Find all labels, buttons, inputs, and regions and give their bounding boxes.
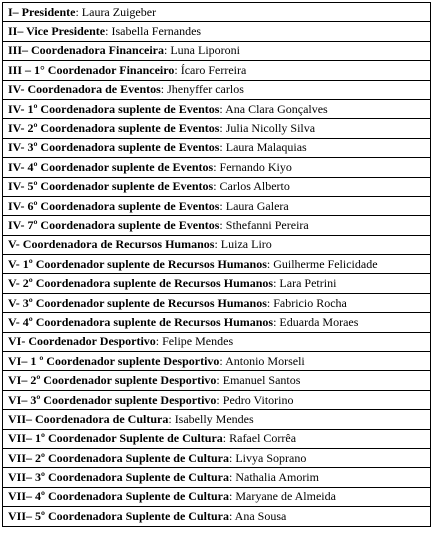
role-title: IV- 6º Coordenadora suplente de Eventos bbox=[8, 198, 220, 213]
roster-cell bbox=[3, 216, 431, 235]
table-row bbox=[3, 41, 431, 60]
roster-cell bbox=[3, 390, 431, 409]
person-name: Luna Liporoni bbox=[170, 43, 240, 58]
separator: : bbox=[219, 140, 226, 155]
role-title: V- 3º Coordenador suplente de Recursos Humanos bbox=[8, 295, 267, 310]
roster-cell bbox=[3, 293, 431, 312]
roster-cell bbox=[3, 371, 431, 390]
role-title: VI– 1 º Coordenador suplente Desportivo bbox=[8, 353, 220, 368]
roster-cell bbox=[3, 313, 431, 332]
role-title: V- 2º Coordenadora suplente de Recursos Humanos bbox=[8, 276, 274, 291]
role-title: V- 1º Coordenador suplente de Recursos Humanos bbox=[8, 256, 267, 271]
role-title: IV- 5º Coordenador suplente de Eventos bbox=[8, 179, 214, 194]
role-title: II– Vice Presidente bbox=[8, 24, 106, 39]
separator: : bbox=[105, 24, 112, 39]
separator: : bbox=[213, 159, 220, 174]
separator: : bbox=[228, 508, 235, 523]
separator: : bbox=[222, 431, 230, 446]
roster-cell bbox=[3, 274, 431, 293]
roster-cell bbox=[3, 177, 431, 196]
table-row bbox=[3, 274, 431, 293]
role-title: VII– 5º Coordenadora Suplente de Cultura bbox=[8, 508, 229, 523]
separator: : bbox=[228, 470, 236, 485]
table-row bbox=[3, 138, 431, 157]
roster-cell bbox=[3, 61, 431, 80]
separator: : bbox=[155, 334, 163, 349]
role-title: V- Coordenadora de Recursos Humanos bbox=[8, 237, 215, 252]
role-title: VI– 3º Coordenador suplente Desportivo bbox=[8, 392, 217, 407]
separator: : bbox=[75, 4, 82, 19]
separator: : bbox=[273, 276, 280, 291]
role-title: IV- 3º Coordenadora suplente de Eventos bbox=[8, 140, 220, 155]
roster-cell bbox=[3, 468, 431, 487]
role-title: III– Coordenadora Financeira bbox=[8, 43, 164, 58]
person-name: Ícaro Ferreira bbox=[180, 62, 247, 77]
role-title: VII– 4º Coordenadora Suplente de Cultura bbox=[8, 489, 229, 504]
table-row bbox=[3, 80, 431, 99]
person-name: Emanuel Santos bbox=[222, 373, 301, 388]
role-title: IV- 2º Coordenadora suplente de Eventos bbox=[8, 121, 220, 136]
separator: : bbox=[273, 314, 280, 329]
person-name: Luiza Liro bbox=[220, 237, 272, 252]
person-name: Laura Zuigeber bbox=[81, 4, 157, 19]
table-row bbox=[3, 507, 431, 526]
table-row bbox=[3, 429, 431, 448]
role-title: VII– 2º Coordenadora Suplente de Cultura bbox=[8, 450, 229, 465]
person-name: Fabricio Rocha bbox=[273, 295, 347, 310]
role-title: IV- 1º Coordenadora suplente de Eventos bbox=[8, 101, 220, 116]
table-row bbox=[3, 410, 431, 429]
role-title: VII– 1º Coordenador Suplente de Cultura bbox=[8, 431, 223, 446]
role-title: I– Presidente bbox=[8, 4, 76, 19]
table-row bbox=[3, 177, 431, 196]
table-row bbox=[3, 468, 431, 487]
table-row bbox=[3, 293, 431, 312]
roster-cell bbox=[3, 138, 431, 157]
role-title: IV- 4º Coordenador suplente de Eventos bbox=[8, 159, 214, 174]
roster-cell bbox=[3, 196, 431, 215]
person-name: Eduarda Moraes bbox=[279, 314, 359, 329]
table-row bbox=[3, 119, 431, 138]
person-name: Isabelly Mendes bbox=[174, 411, 254, 426]
roster-cell bbox=[3, 429, 431, 448]
person-name: Livya Soprano bbox=[235, 450, 307, 465]
table-row bbox=[3, 255, 431, 274]
role-title: VII– 3º Coordenadora Suplente de Cultura bbox=[8, 470, 229, 485]
role-title: VII– Coordenadora de Cultura bbox=[8, 411, 169, 426]
separator: : bbox=[266, 295, 274, 310]
separator: : bbox=[160, 82, 168, 97]
person-name: Pedro Vitorino bbox=[222, 392, 294, 407]
table-row bbox=[3, 3, 431, 22]
roster-cell bbox=[3, 80, 431, 99]
separator: : bbox=[168, 411, 175, 426]
person-name: Julia Nicolly Silva bbox=[225, 121, 316, 136]
person-name: Carlos Alberto bbox=[219, 179, 290, 194]
role-title: V- 4º Coordenadora suplente de Recursos Humanos bbox=[8, 314, 274, 329]
role-title: III – 1° Coordenador Financeiro bbox=[8, 62, 175, 77]
table-row bbox=[3, 352, 431, 371]
person-name: Guilherme Felicidade bbox=[273, 256, 378, 271]
roster-cell bbox=[3, 3, 431, 22]
roster-cell bbox=[3, 158, 431, 177]
person-name: Nathalia Amorim bbox=[235, 470, 319, 485]
table-row bbox=[3, 158, 431, 177]
roster-cell bbox=[3, 119, 431, 138]
person-name: Ana Sousa bbox=[234, 508, 287, 523]
roster-cell bbox=[3, 99, 431, 118]
person-name: Fernando Kiyo bbox=[219, 159, 292, 174]
roster-cell bbox=[3, 352, 431, 371]
separator: : bbox=[214, 237, 221, 252]
person-name: Laura Galera bbox=[225, 198, 289, 213]
person-name: Maryane de Almeida bbox=[235, 489, 336, 504]
role-title: IV- 7º Coordenadora suplente de Eventos bbox=[8, 217, 220, 232]
person-name: Sthefanni Pereira bbox=[225, 217, 309, 232]
separator: : bbox=[216, 392, 223, 407]
table-row bbox=[3, 61, 431, 80]
roster-cell bbox=[3, 448, 431, 467]
person-name: Laura Malaquias bbox=[225, 140, 307, 155]
table-row bbox=[3, 371, 431, 390]
separator: : bbox=[219, 217, 226, 232]
roster-cell bbox=[3, 22, 431, 41]
table-row bbox=[3, 390, 431, 409]
role-title: VI– 2º Coordenador suplente Desportivo bbox=[8, 373, 217, 388]
separator: : bbox=[219, 101, 226, 116]
separator: : bbox=[164, 43, 171, 58]
person-name: Jhenyffer carlos bbox=[167, 82, 244, 97]
table-row bbox=[3, 487, 431, 506]
table-row bbox=[3, 196, 431, 215]
person-name: Lara Petrini bbox=[279, 276, 337, 291]
roster-cell bbox=[3, 410, 431, 429]
separator: : bbox=[216, 373, 223, 388]
separator: : bbox=[219, 121, 226, 136]
separator: : bbox=[219, 353, 226, 368]
roster-cell bbox=[3, 487, 431, 506]
roster-body bbox=[3, 3, 431, 527]
roster-cell bbox=[3, 507, 431, 526]
roster-cell bbox=[3, 332, 431, 351]
separator: : bbox=[219, 198, 226, 213]
table-row bbox=[3, 22, 431, 41]
table-row bbox=[3, 235, 431, 254]
table-row bbox=[3, 332, 431, 351]
person-name: Felipe Mendes bbox=[162, 334, 234, 349]
table-row bbox=[3, 216, 431, 235]
role-title: IV- Coordenadora de Eventos bbox=[8, 82, 161, 97]
person-name: Ana Clara Gonçalves bbox=[225, 101, 328, 116]
separator: : bbox=[213, 179, 220, 194]
separator: : bbox=[266, 256, 274, 271]
person-name: Rafael Corrêa bbox=[229, 431, 297, 446]
table-row bbox=[3, 99, 431, 118]
separator: : bbox=[174, 62, 181, 77]
table-row bbox=[3, 448, 431, 467]
separator: : bbox=[228, 489, 236, 504]
roster-table bbox=[2, 2, 431, 527]
separator: : bbox=[228, 450, 236, 465]
roster-cell bbox=[3, 41, 431, 60]
roster-cell bbox=[3, 255, 431, 274]
role-title: VI- Coordenador Desportivo bbox=[8, 334, 156, 349]
person-name: Isabella Fernandes bbox=[111, 24, 202, 39]
person-name: Antonio Morseli bbox=[225, 353, 305, 368]
table-row bbox=[3, 313, 431, 332]
roster-cell bbox=[3, 235, 431, 254]
